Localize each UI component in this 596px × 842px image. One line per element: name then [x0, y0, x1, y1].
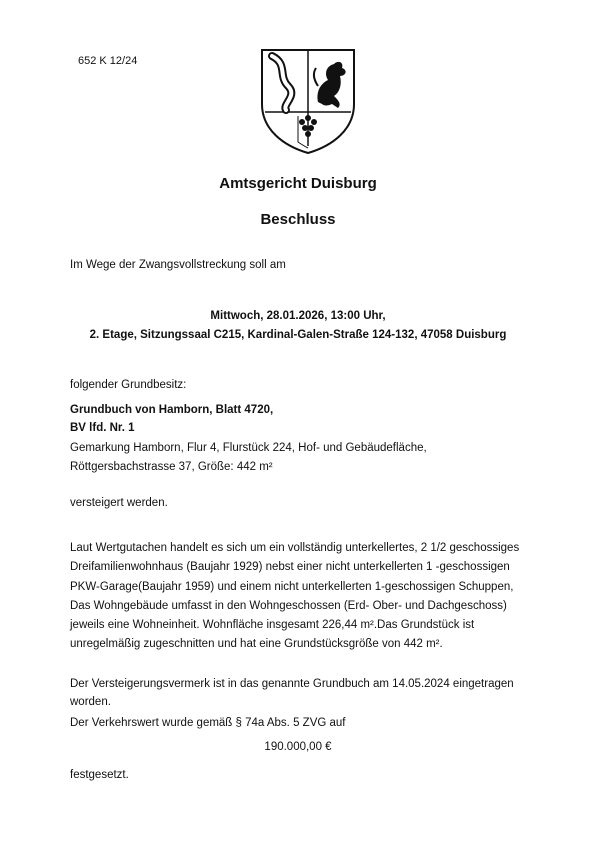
fixed-line: festgesetzt.: [70, 769, 129, 781]
value-intro: Der Verkehrswert wurde gemäß § 74a Abs. 5 ZVG auf: [70, 717, 346, 729]
property-title: Grundbuch von Hamborn, Blatt 4720,: [70, 404, 274, 416]
market-value: 190.000,00 €: [264, 741, 332, 753]
auction-location: 2. Etage, Sitzungssaal C215, Kardinal-Galen-Straße 124-132, 47058 Duisburg: [89, 329, 507, 341]
auction-date: Mittwoch, 28.01.2026, 13:00 Uhr,: [210, 310, 386, 322]
property-desc-line2: Röttgersbachstrasse 37, Größe: 442 m²: [70, 461, 273, 473]
report-text: Laut Wertgutachen handelt es sich um ein vollständig unterkellertes, 2 1/2 geschossiges Dreifamilienwohnhaus (Baujahr 1929) nebst einer nicht unterkellerten 1 -geschossigen PKW-Garage(Baujahr 1959) und einem nicht unterkellerten 1-geschossigen Schuppen, Das Wohngebäude umfasst in den Wohngeschossen (Erd- Ober- und Dachgeschoss) jeweils eine Wohneinheit. Wohnfläche insgesamt 226,44 m².Das Grundstück ist unregelmäßig zugeschnitten und hat eine Grundstücksgröße von 442 m².: [70, 542, 520, 651]
auction-line: versteigert werden.: [70, 497, 168, 509]
property-desc-line1: Gemarkung Hamborn, Flur 4, Flurstück 224, Hof- und Gebäudefläche,: [70, 442, 427, 454]
property-description: [70, 439, 530, 477]
property-bv: BV lfd. Nr. 1: [70, 422, 135, 434]
intro-text: Im Wege der Zwangsvollstreckung soll am: [70, 259, 286, 271]
case-number: 652 K 12/24: [78, 55, 138, 67]
nrw-coat-of-arms-icon: [258, 46, 358, 156]
document-type: Beschluss: [260, 211, 336, 228]
court-name: Amtsgericht Duisburg: [219, 175, 377, 192]
register-text: Der Versteigerungsvermerk ist in das genannte Grundbuch am 14.05.2024 eingetragen worden.: [70, 678, 514, 708]
property-intro: folgender Grundbesitz:: [70, 379, 187, 391]
